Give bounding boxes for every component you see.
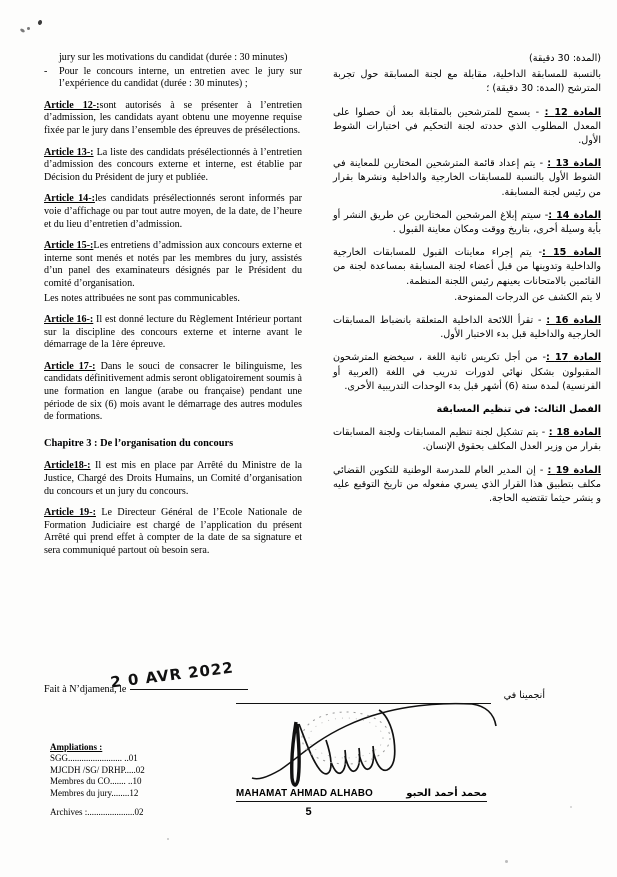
article-16-ar [333,314,601,342]
signatory-name-arabic: محمد أحمد الحبو [406,788,487,799]
list-item-text: jury sur les motivations du candidat (durée : 30 minutes) [59,52,288,63]
article-label: Article 15-: [44,240,94,252]
scan-artifact [27,27,30,30]
article-17-fr [44,361,302,424]
article-text: - تقرأ اللائحة الداخلية المتعلقة بانضباط المسابقات الخارجية والداخلية قبل بدء الاختبار الأول. [333,315,601,341]
article-label: Article18-: [44,460,91,472]
article-label: المادة 15 : [541,247,601,259]
article-text: - سيتم إبلاغ المرشحين المختارين عن طريق النشر أو بأية وسيلة أخرى، بتاريخ ووقت ومكان معاينة القبول . [333,209,601,236]
article-18-ar [333,426,601,454]
chapter-heading-ar: الفصل الثالث: في تنظيم المسابقة [436,404,601,416]
article-label: المادة 17 : [545,352,601,364]
place-date-line-ar: أنجمينا في [503,690,545,701]
article-19-fr [44,507,302,557]
article-text: Il est donné lecture du Règlement Intérieur portant sur la discipline des concours externe et interne avant le démarrage de la 1ère épreuve. [44,314,302,351]
date-underline [130,689,248,690]
article-label: المادة 16 : [546,315,601,327]
article-label: المادة 14 : [548,209,601,221]
article-text: - يتم إعداد قائمة المترشحين المختارين للمعاينة في الشوط الأول بالنسبة للمسابقات الخارجية والداخلية ونشرها بقرار من رئيس لجنة المسابقة. [333,158,601,198]
article-15-fr [44,240,302,290]
arabic-intro-line-1: (المدة: 30 دقيقة) [529,53,601,64]
arabic-column [333,52,601,515]
chapter-heading-fr: Chapitre 3 : De l’organisation du concours [44,437,234,449]
ampliations-row: Membres du jury........12 [50,787,139,798]
scan-artifact [505,860,508,863]
article-label: Article 12-: [44,99,100,111]
arabic-intro-line-2: بالنسبة للمسابقة الداخلية، مقابلة مع لجنة المسابقة حول تجربة المترشح (المدة: 30 دقيقة) ؛ [333,69,601,95]
article-label: Article 17-: [44,360,96,372]
signature-block [236,700,500,810]
list-item-text: Pour le concours interne, un entretien avec le jury sur l’expérience du candidat (durée : 30 minutes) ; [59,65,302,90]
article-18-fr [44,460,302,498]
ampliations-row: MJCDH /SG/ DRHP.....02 [50,764,145,775]
ampliations-archives-row: Archives :.....................02 [50,807,144,818]
list-item [44,52,302,65]
article-label: المادة 19 : [547,464,601,476]
article-14-fr [44,193,302,231]
french-bullet-list [44,52,302,91]
article-text: Dans le souci de consacrer le bilinguisme, les candidats définitivement admis seront obligatoirement soumis à une formation en langue (arabe ou française) pendant une période de six (6) mois avant le démarrage des autres modules de formations. [44,360,302,423]
article-text: Le Directeur Général de l’Ecole Nationale de Formation Judiciaire est chargé de l’application du présent Arrêté qui prend effet à compter de la date de sa signature et sera communiqué partout où besoin sera. [44,507,302,556]
article-12-ar [333,106,601,149]
article-label: Article 19-: [44,507,96,519]
article-15-note-ar: لا يتم الكشف عن الدرجات الممنوحة. [454,291,601,303]
french-column [44,52,302,567]
scan-artifact [37,19,42,25]
article-text: les candidats présélectionnés seront informés par voie d’affichage ou par tout autre moyen, de la date, de l’heure et du lieu d’entretien d’admission. [44,193,302,230]
article-label: Article 14-: [44,193,95,205]
ampliations-heading: Ampliations : [50,742,103,752]
article-15-note-fr: Les notes attribuées ne sont pas communicables. [44,292,240,304]
article-text: - يتم إجراء معاينات القبول للمسابقات الخارجية والداخلية وتدوينها من قبل أعضاء لجنة المسابقة بمساعدة لجنة من القائمين بالامتحانات يعينهم رئيس اللجنة المنظمة. [333,247,601,287]
article-label: المادة 13 : [547,158,601,170]
article-19-ar [333,464,601,507]
handwritten-signature [236,700,500,800]
article-15-ar [333,246,601,289]
article-label: المادة 12 : [544,106,601,118]
article-label: Article 16-: [44,314,94,326]
list-item [44,66,302,91]
article-14-ar [333,209,601,237]
article-13-ar [333,157,601,200]
article-text: La liste des candidats présélectionnés à l’entretien d’admission des concours externe et interne, est établie par Décision du Président de jury et publiée. [44,146,302,183]
article-text: - إن المدير العام للمدرسة الوطنية للتكوين القضائي مكلف بتطبيق هذا القرار الذي يسري مفعوله من تاريخ التوقيع عليه و ينشر حيثما تقتضيه الحاجة. [333,464,601,505]
signatory-name-latin: MAHAMAT AHMAD ALHABO [236,788,373,799]
article-16-fr [44,314,302,352]
ampliations-row: Membres du CO....... ..10 [50,776,142,787]
article-label: Article 13-: [44,146,94,158]
article-13-fr [44,147,302,185]
ampliations-row: SGG........................ ..01 [50,753,138,764]
article-text: - يسمح للمترشحين بالمقابلة بعد أن حصلوا على المعدل المطلوب الذي حددته لجنة التحكيم في اختبارات الشوط الأول. [333,106,601,147]
article-text: Il est mis en place par Arrêté du Ministre de la Justice, Chargé des Droits Humains, un Comité d’organisation du concours et un jury du concours. [44,460,302,497]
bullet-dash: - [44,65,48,77]
article-label: المادة 18 : [548,427,601,439]
scan-artifact [20,28,26,33]
article-17-ar [333,351,601,394]
article-text: - من أجل تكريس ثانية اللغة ، سيخضع المترشحون المقبولون بشكل نهائي لدورات تدريب في اللغة (العربية أو الفرنسية) لمدة ستة (6) أشهر قبل بدء الوحدات التدريبية الأخرى. [333,352,601,392]
article-text: sont autorisés à se présenter à l’entretien d’admission, les candidats ayant obtenu une moyenne requise fixée par le jury dans l’ensemble des épreuves de présélections. [44,99,302,136]
scan-artifact [167,838,169,840]
signature-underline [236,801,487,802]
handwritten-date-stamp: 2 0 AVR 2022 [109,658,235,692]
article-12-fr [44,100,302,138]
article-text: - يتم تشكيل لجنة تنظيم المسابقات ولجنة المسابقات بقرار من وزير العدل المكلف بحقوق الإنسان. [333,427,601,453]
article-text: Les entretiens d’admission aux concours externe et interne sont menés et notés par les membres du jury, assistés d’un panel des examinateurs désignés par le Président du comité d’organisation. [44,240,302,289]
place-date-label: Fait à N’djamena, le [44,684,127,695]
page-number: 5 [305,806,312,818]
signatory-name [236,788,487,799]
